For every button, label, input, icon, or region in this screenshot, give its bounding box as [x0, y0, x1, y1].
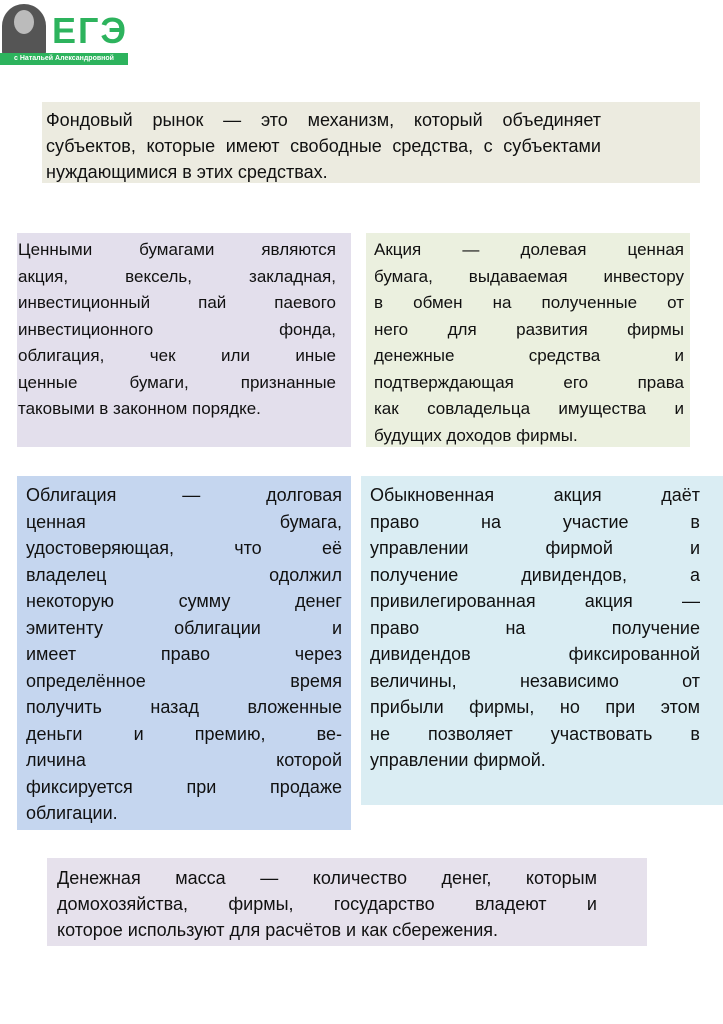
text-line: не позволяет участвовать в [370, 723, 700, 744]
text-line: Фондовый рынок — это механизм, который объединяет [46, 110, 601, 130]
share-definition [366, 233, 690, 447]
text-line: Обыкновенная акция даёт [370, 485, 700, 505]
text-line: деньги и премию, ве- [26, 723, 342, 744]
common-preferred-share [361, 476, 723, 805]
text-line: таковыми в законном порядке. [18, 399, 261, 418]
text-line: домохозяйства, фирмы, государство владеют и [57, 894, 597, 914]
text-line: эмитенту облигации и [26, 617, 342, 638]
text-line: инвестиционного фонда, [18, 319, 336, 339]
text-line: право на участие в [370, 511, 700, 532]
text-line: как совладельца имущества и [374, 399, 684, 418]
text-line: имеет право через [26, 644, 342, 664]
text-line: в обмен на полученные от [374, 293, 684, 312]
text-line: Акция — долевая ценная [374, 240, 684, 259]
text-line: получить назад вложенные [26, 697, 342, 717]
text-line: дивидендов фиксированной [370, 644, 700, 664]
text-line: фиксируется при продаже [26, 776, 342, 797]
text-line: будущих доходов фирмы. [374, 425, 578, 445]
logo-subtitle: с Натальей Александровной [0, 53, 128, 65]
logo [0, 0, 130, 68]
text-line: акция, вексель, закладная, [18, 266, 336, 286]
text-line: получение дивидендов, а [370, 564, 700, 585]
text-line: бумага, выдаваемая инвестору [374, 266, 684, 286]
text-line: определённое время [26, 670, 342, 691]
text-line: которое используют для расчётов и как сбережения. [57, 920, 498, 940]
text-line: инвестиционный пай паевого [18, 293, 336, 312]
logo-title: ЕГЭ [52, 10, 129, 51]
text-line: субъектов, которые имеют свободные средства, с субъектами [46, 136, 601, 156]
text-line: величины, независимо от [370, 670, 700, 691]
text-line: право на получение [370, 617, 700, 638]
text-line: прибыли фирмы, но при этом [370, 697, 700, 717]
stock-market-definition [42, 102, 700, 183]
text-line: ценная бумага, [26, 511, 342, 532]
text-line: привилегированная акция — [370, 591, 700, 611]
text-line: Ценными бумагами являются [18, 240, 336, 259]
text-line: управлении фирмой и [370, 538, 700, 558]
text-line: Облигация — долговая [26, 485, 342, 505]
text-line: ценные бумаги, признанные [18, 372, 336, 392]
text-line: него для развития фирмы [374, 319, 684, 339]
text-line: удостоверяющая, что её [26, 538, 342, 558]
text-line: некоторую сумму денег [26, 591, 342, 611]
text-line: облигация, чек или иные [18, 346, 336, 365]
presenter-photo [2, 4, 46, 56]
text-line: нуждающимися в этих средствах. [46, 162, 328, 182]
bond-definition [17, 476, 351, 830]
securities-definition [17, 233, 351, 447]
text-line: подтверждающая его права [374, 372, 684, 392]
money-supply-definition [47, 858, 647, 946]
text-line: владелец одолжил [26, 564, 342, 585]
text-line: управлении фирмой. [370, 750, 546, 770]
text-line: облигации. [26, 803, 118, 823]
text-line: личина которой [26, 750, 342, 770]
text-line: денежные средства и [374, 346, 684, 365]
text-line: Денежная масса — количество денег, которым [57, 868, 597, 888]
